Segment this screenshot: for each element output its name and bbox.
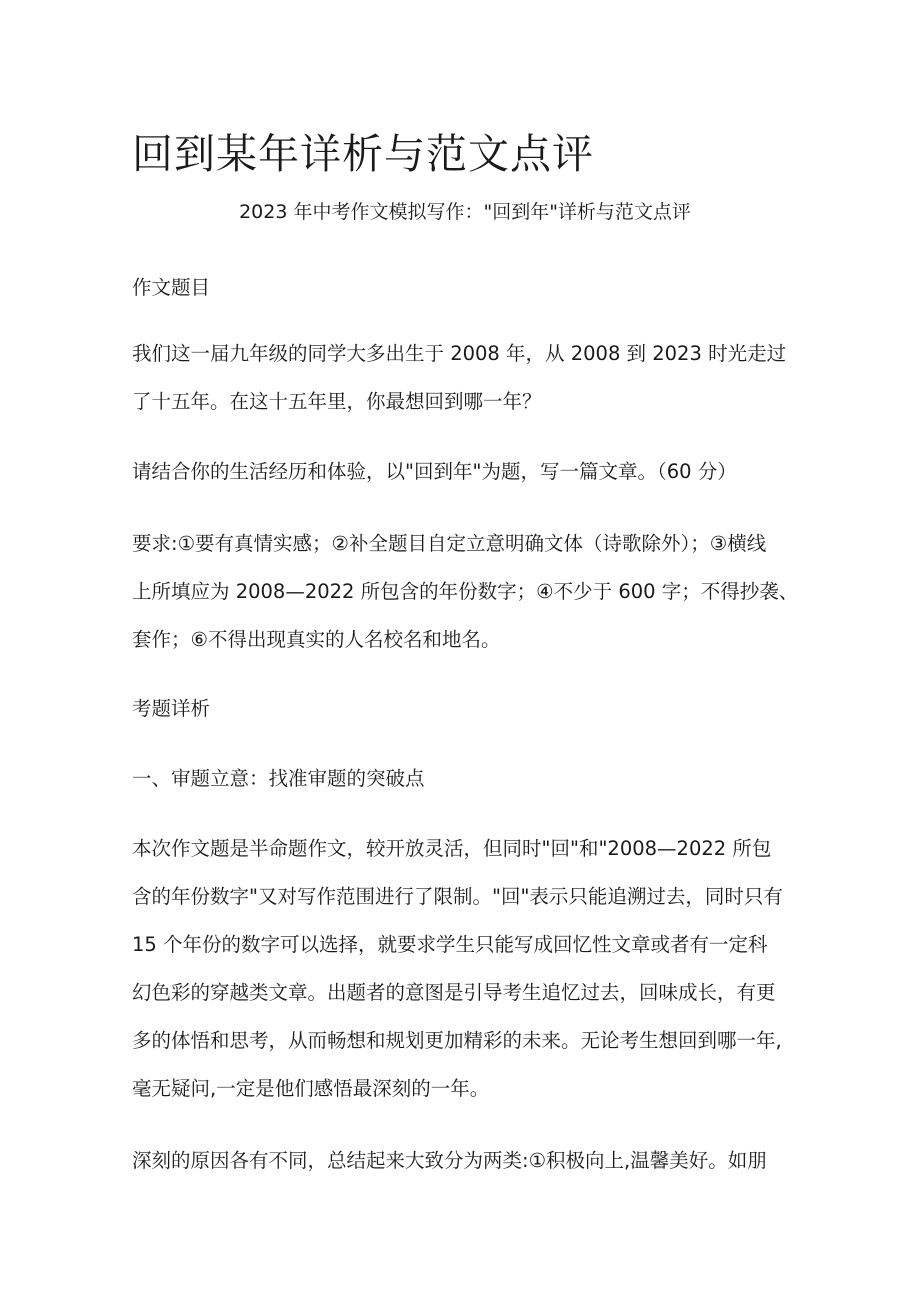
document-subtitle: 2023 年中考作文模拟写作："回到年"详析与范文点评: [239, 201, 691, 223]
requirement-line: 上所填应为 2008—2022 所包含的年份数字；④不少于 600 字；不得抄袭、: [132, 580, 799, 603]
analysis-line: 毫无疑问,一定是他们感悟最深刻的一年。: [132, 1077, 490, 1100]
section-heading-analysis: 考题详析: [132, 697, 211, 720]
analysis-line: 含的年份数字"又对写作范围进行了限制。"回"表示只能追溯过去，同时只有: [132, 885, 783, 908]
prompt-line: 我们这一届九年级的同学大多出生于 2008 年，从 2008 到 2023 时光走过: [132, 342, 787, 365]
analysis-line: 幻色彩的穿越类文章。出题者的意图是引导考生追忆过去，回味成长，有更: [132, 981, 776, 1004]
requirement-line: 套作；⑥不得出现真实的人名校名和地名。: [132, 628, 501, 651]
section-heading-prompt: 作文题目: [132, 276, 211, 299]
analysis-paragraph: [132, 825, 802, 1113]
analysis-line: 15 个年份的数字可以选择，就要求学生只能写成回忆性文章或者有一定科: [132, 933, 768, 956]
document-title: 回到某年详析与范文点评: [132, 130, 594, 178]
analysis-line: 本次作文题是半命题作文，较开放灵活，但同时"回"和"2008—2022 所包: [132, 837, 772, 860]
requirements-paragraph: [132, 520, 802, 664]
prompt-paragraph: [132, 330, 802, 426]
prompt-line: 了十五年。在这十五年里，你最想回到哪一年？: [132, 390, 542, 413]
subsection-heading: 一、审题立意：找准审题的突破点: [132, 767, 425, 790]
reason-paragraph: 深刻的原因各有不同，总结起来大致分为两类:①积极向上,温馨美好。如朋: [132, 1149, 767, 1172]
requirement-line: 要求:①要有真情实感；②补全题目自定立意明确文体（诗歌除外）；③横线: [132, 532, 767, 555]
analysis-line: 多的体悟和思考，从而畅想和规划更加精彩的未来。无论考生想回到哪一年,: [132, 1029, 782, 1052]
instruction-paragraph: 请结合你的生活经历和体验，以"回到年"为题，写一篇文章。（60 分）: [132, 460, 737, 483]
